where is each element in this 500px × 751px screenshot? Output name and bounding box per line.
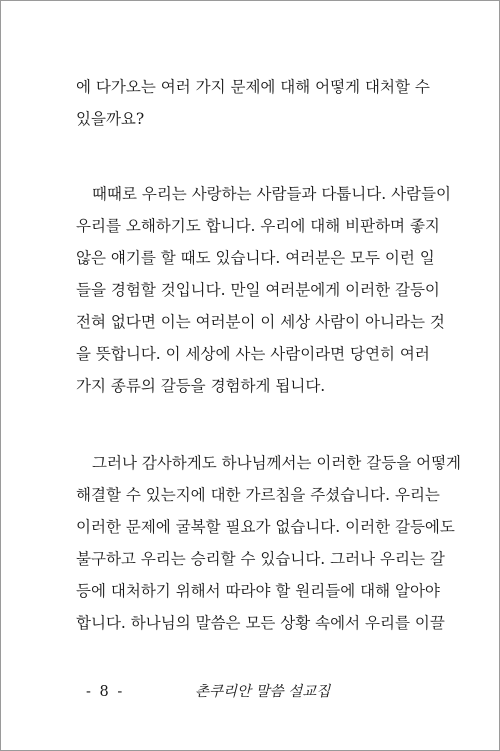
text-line: 전혀 없다면 이는 여러분이 이 세상 사람이 아니라는 것	[76, 313, 445, 331]
text-line: 이러한 문제에 굴복할 필요가 없습니다. 이러한 갈등에도	[76, 518, 455, 536]
page-number: - 8 -	[86, 684, 125, 700]
book-title: 촌쿠리안 말씀 설교집	[195, 684, 331, 700]
text-line: 등에 대처하기 위해서 따라야 할 원리들에 대해 알아야	[76, 582, 440, 600]
text-line: 들을 경험할 것입니다. 만일 여러분에게 이러한 갈등이	[76, 281, 440, 299]
text-line: 을 뜻합니다. 이 세상에 사는 사람이라면 당연히 여러	[76, 345, 430, 363]
text-line: 가지 종류의 갈등을 경험하게 됩니다.	[76, 377, 326, 395]
text-line: 않은 얘기를 할 때도 있습니다. 여러분은 모두 이런 일	[76, 249, 435, 267]
text-line: 불구하고 우리는 승리할 수 있습니다. 그러나 우리는 갈	[76, 550, 445, 568]
text-line: 있을까요?	[76, 110, 145, 128]
text-line: 때때로 우리는 사랑하는 사람들과 다툽니다. 사람들이	[92, 185, 451, 203]
text-line: 합니다. 하나님의 말씀은 모든 상황 속에서 우리를 이끌	[76, 614, 445, 632]
text-line: 에 다가오는 여러 가지 문제에 대해 어떻게 대처할 수	[76, 78, 430, 96]
text-line: 그러나 감사하게도 하나님께서는 이러한 갈등을 어떻게	[92, 454, 462, 472]
text-line: 해결할 수 있는지에 대한 가르침을 주셨습니다. 우리는	[76, 486, 440, 504]
text-line: 우리를 오해하기도 합니다. 우리에 대해 비판하며 좋지	[76, 217, 440, 235]
